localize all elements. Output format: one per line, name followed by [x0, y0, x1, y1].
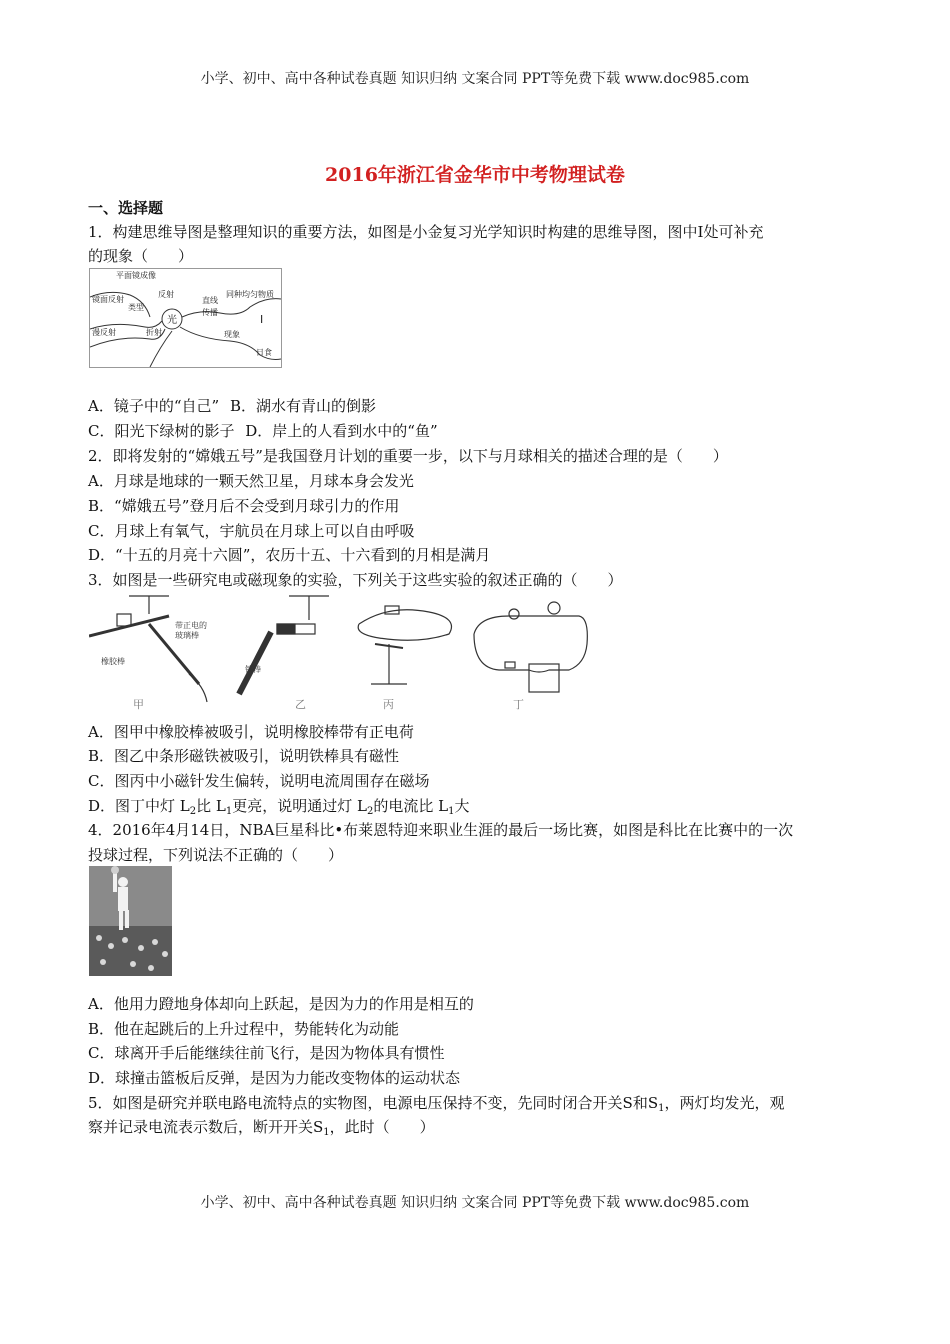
q3-experiments-figure [89, 594, 589, 710]
subscript: 1 [323, 1127, 330, 1138]
page-title: 2016年浙江省金华市中考物理试卷 [325, 164, 625, 186]
q1-mind-map-figure [89, 268, 282, 368]
q3-option-d[interactable] [88, 796, 469, 822]
fig-label: 橡胶棒 [101, 657, 125, 666]
mm-label: 类型 [128, 303, 144, 312]
basketball [111, 866, 119, 874]
q4-option-c[interactable]: C．球离开手后能继续往前飞行，是因为物体具有惯性 [88, 1044, 445, 1062]
subscript: 2 [189, 806, 197, 817]
q4-option-b[interactable]: B．他在起跳后的上升过程中，势能转化为动能 [88, 1020, 400, 1038]
q3-option-d-text: 比 L [196, 797, 226, 815]
fig-label: 丁 [513, 698, 524, 710]
q1-options-ab [88, 396, 376, 416]
q2-option-c[interactable]: C．月球上有氧气，宇航员在月球上可以自由呼吸 [88, 522, 415, 540]
q5-text: 5．如图是研究并联电路电流特点的实物图，电源电压保持不变，先同时闭合开关S和S [88, 1094, 659, 1112]
q4-stem-line2: 投球过程，下列说法不正确的（ ） [88, 846, 344, 864]
q2-option-d[interactable]: D．“十五的月亮十六圆”，农历十五、十六看到的月相是满月 [88, 546, 491, 564]
mindmap-branch [182, 299, 281, 317]
mm-label: 光 [167, 315, 177, 326]
q3-option-c[interactable]: C．图丙中小磁针发生偏转，说明电流周围存在磁场 [88, 772, 430, 790]
q1-option-c[interactable]: C．阳光下绿树的影子 [88, 422, 235, 440]
fig-label: 丙 [383, 698, 394, 710]
q3-option-a[interactable]: A．图甲中橡胶棒被吸引，说明橡胶棒带有正电荷 [88, 723, 414, 741]
q2-stem: 2．即将发射的“嫦娥五号”是我国登月计划的重要一步，以下与月球相关的描述合理的是（ ） [88, 447, 728, 465]
fig-label: 带正电的 [175, 621, 207, 630]
mm-label: 同种均匀物质 [226, 290, 274, 299]
page-footer: 小学、初中、高中各种试卷真题 知识归纳 文案合同 PPT等免费下载 www.doc985.com [200, 1195, 750, 1211]
switch [505, 662, 515, 668]
mm-label: 直线 [202, 296, 218, 305]
q5-text: ，两灯均发光，观 [664, 1094, 785, 1112]
wire-loop [358, 610, 451, 641]
q3-option-d-text: 更亮，说明通过灯 L [232, 797, 367, 815]
section-heading: 一、选择题 [88, 199, 164, 217]
page-header: 小学、初中、高中各种试卷真题 知识归纳 文案合同 PPT等免费下载 www.doc985.com [200, 71, 750, 87]
subscript: 2 [366, 806, 374, 817]
q1-option-a[interactable]: A．镜子中的“自己” [88, 397, 220, 415]
subscript: 1 [658, 1103, 665, 1114]
q5-stem-line2 [88, 1117, 435, 1143]
fig-label: 甲 [133, 698, 144, 710]
battery-box [529, 664, 559, 692]
q2-option-a[interactable]: A．月球是地球的一颗天然卫星，月球本身会发光 [88, 472, 414, 490]
mm-label: 传播 [202, 308, 218, 317]
mm-label: 现象 [224, 330, 240, 339]
lamp-l2 [548, 602, 560, 614]
q4-option-d[interactable]: D．球撞击篮板后反弹，是因为力能改变物体的运动状态 [88, 1069, 461, 1087]
q5-text: ，此时（ ） [329, 1118, 435, 1136]
q3-option-d-text: D．图丁中灯 L [88, 797, 190, 815]
q4-option-a[interactable]: A．他用力蹬地身体却向上跃起，是因为力的作用是相互的 [88, 995, 474, 1013]
q1-options-cd [88, 421, 438, 441]
subscript: 1 [225, 806, 233, 817]
lamp-l1 [509, 609, 519, 619]
q5-stem-line1 [88, 1093, 785, 1119]
fig-label: 玻璃棒 [175, 631, 199, 640]
fig-label: 铁棒 [245, 665, 261, 674]
q4-stem-line1: 4．2016年4月14日，NBA巨星科比•布莱恩特迎来职业生涯的最后一场比赛，如图是科比在比赛中的一次 [88, 821, 794, 839]
q3-stem: 3．如图是一些研究电或磁现象的实验，下列关于这些实验的叙述正确的（ ） [88, 571, 623, 589]
fig-label: 乙 [295, 698, 306, 710]
q2-option-b[interactable]: B．“嫦娥五号”登月后不会受到月球引力的作用 [88, 497, 400, 515]
q1-stem-line1: 1．构建思维导图是整理知识的重要方法，如图是小金复习光学知识时构建的思维导图，图中Ⅰ处可补充 [88, 223, 764, 241]
q1-option-d[interactable]: D．岸上的人看到水中的“鱼” [245, 422, 438, 440]
mm-label: 镜面反射 [92, 295, 124, 304]
subscript: 1 [448, 806, 455, 817]
mm-label: 反射 [158, 290, 174, 299]
mm-label: 折射 [146, 328, 162, 337]
q3-option-d-text: 的电流比 L [373, 797, 449, 815]
suspended-rod-holder [117, 614, 131, 626]
mm-label: 日食 [256, 348, 272, 357]
q1-option-b[interactable]: B．湖水有青山的倒影 [229, 397, 376, 415]
mm-label: Ⅰ [260, 313, 264, 326]
q5-text: 察并记录电流表示数后，断开开关S [88, 1118, 324, 1136]
q1-stem-line2: 的现象（ ） [88, 247, 194, 265]
mm-label: 平面镜成像 [116, 271, 156, 280]
mm-label: 漫反射 [92, 328, 116, 337]
q3-option-b[interactable]: B．图乙中条形磁铁被吸引，说明铁棒具有磁性 [88, 747, 400, 765]
iron-rod [239, 632, 271, 694]
q3-option-d-text: 大 [454, 797, 470, 815]
q4-basketball-photo [89, 866, 172, 976]
